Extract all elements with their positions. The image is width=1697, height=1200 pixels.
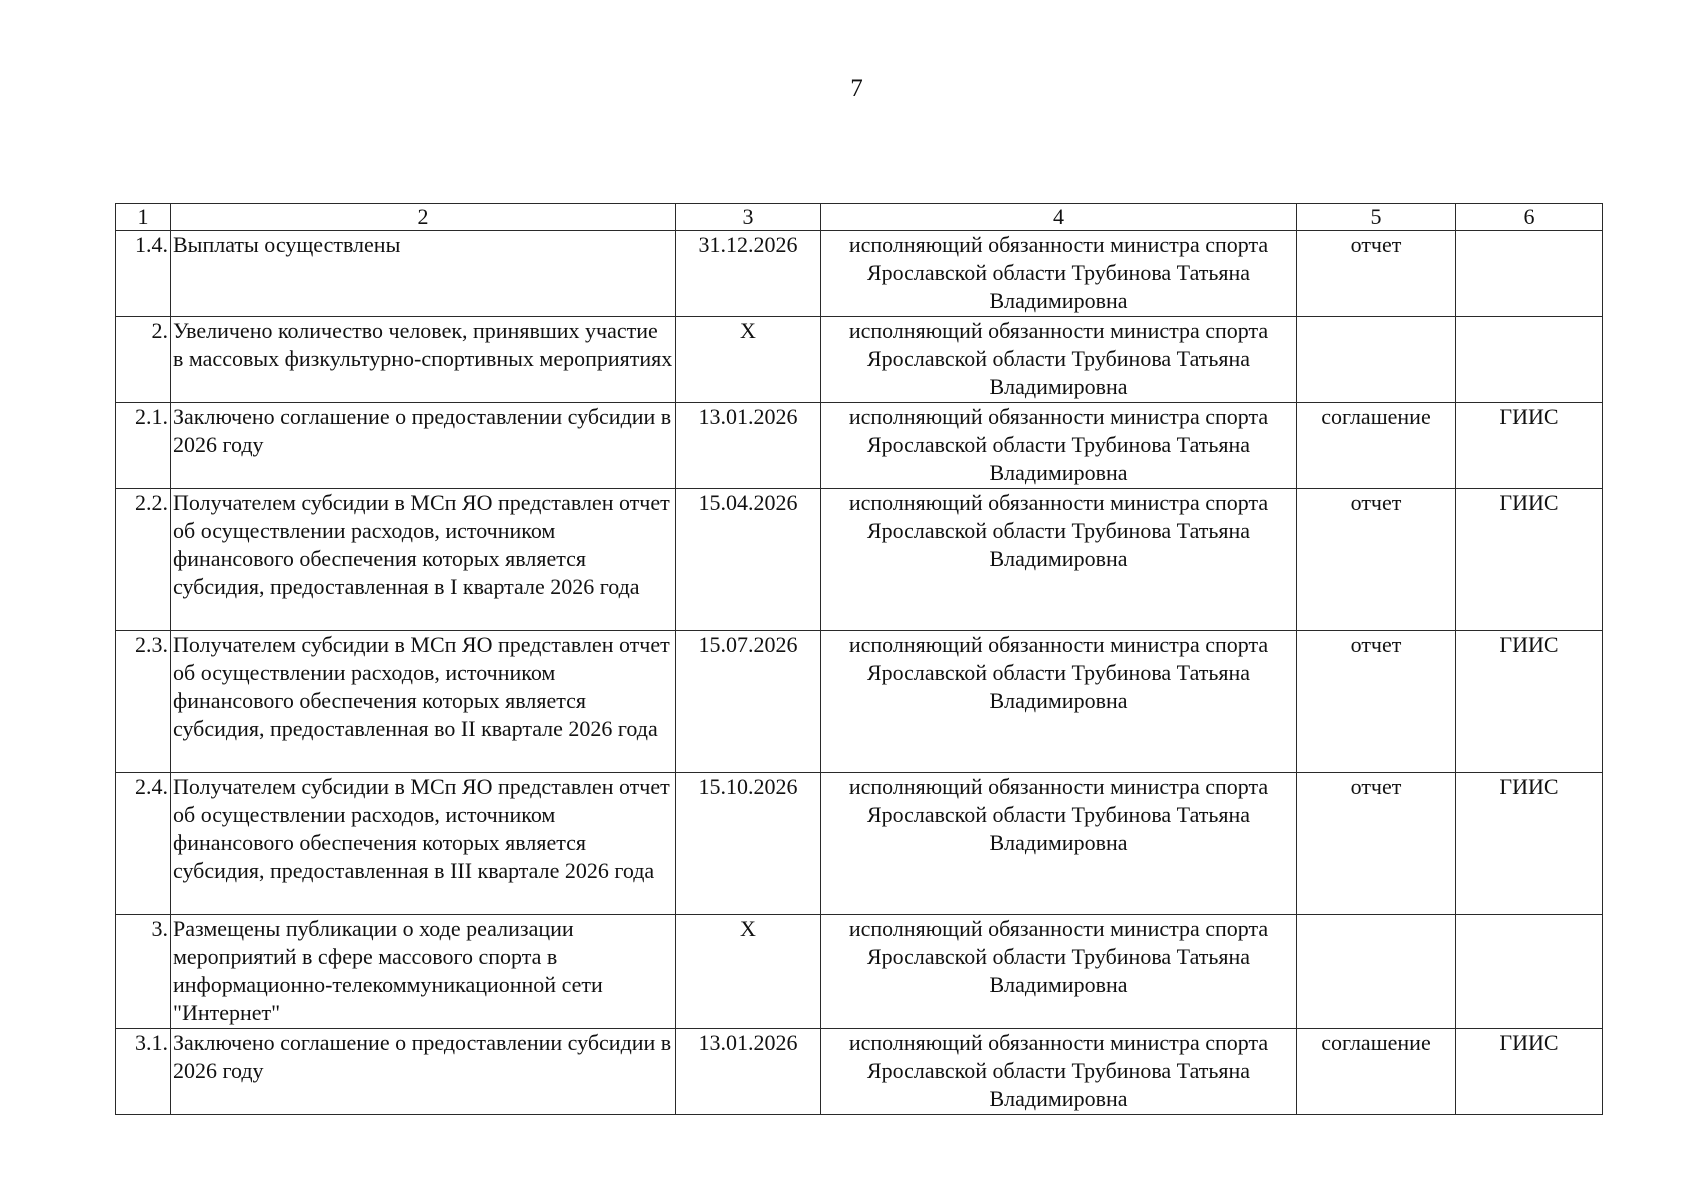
row-deadline: 15.10.2026 bbox=[676, 773, 821, 915]
row-document: отчет bbox=[1297, 773, 1456, 915]
column-header: 3 bbox=[676, 204, 821, 231]
row-description: Увеличено количество человек, принявших участие в массовых физкультурно-спортивных мероприятиях bbox=[171, 317, 676, 403]
row-system: ГИИС bbox=[1456, 1029, 1603, 1115]
page-number: 7 bbox=[850, 75, 863, 102]
row-number: 3.1. bbox=[116, 1029, 171, 1115]
row-deadline: X bbox=[676, 915, 821, 1029]
row-description: Получателем субсидии в МСп ЯО представлен отчет об осуществлении расходов, источником финансового обеспечения которых является субсидия, предоставленная во II квартале 2026 года bbox=[171, 631, 676, 773]
row-document bbox=[1297, 915, 1456, 1029]
row-responsible: исполняющий обязанности министра спорта Ярославской области Трубинова Татьяна Владимировна bbox=[821, 773, 1297, 915]
row-number: 2.1. bbox=[116, 403, 171, 489]
row-number: 3. bbox=[116, 915, 171, 1029]
column-header: 4 bbox=[821, 204, 1297, 231]
row-description: Получателем субсидии в МСп ЯО представлен отчет об осуществлении расходов, источником финансового обеспечения которых является субсидия, предоставленная в III квартале 2026 года bbox=[171, 773, 676, 915]
row-deadline: 15.07.2026 bbox=[676, 631, 821, 773]
row-system: ГИИС bbox=[1456, 403, 1603, 489]
row-responsible: исполняющий обязанности министра спорта Ярославской области Трубинова Татьяна Владимировна bbox=[821, 231, 1297, 317]
column-header: 5 bbox=[1297, 204, 1456, 231]
row-number: 2. bbox=[116, 317, 171, 403]
row-description: Получателем субсидии в МСп ЯО представлен отчет об осуществлении расходов, источником финансового обеспечения которых является субсидия, предоставленная в I квартале 2026 года bbox=[171, 489, 676, 631]
row-document bbox=[1297, 317, 1456, 403]
table-row bbox=[116, 403, 1603, 489]
row-responsible: исполняющий обязанности министра спорта Ярославской области Трубинова Татьяна Владимировна bbox=[821, 915, 1297, 1029]
row-description: Размещены публикации о ходе реализации мероприятий в сфере массового спорта в информационно-телекоммуникационной сети "Интернет" bbox=[171, 915, 676, 1029]
row-description: Заключено соглашение о предоставлении субсидии в 2026 году bbox=[171, 403, 676, 489]
column-header: 1 bbox=[116, 204, 171, 231]
row-responsible: исполняющий обязанности министра спорта Ярославской области Трубинова Татьяна Владимировна bbox=[821, 317, 1297, 403]
row-responsible: исполняющий обязанности министра спорта Ярославской области Трубинова Татьяна Владимировна bbox=[821, 631, 1297, 773]
column-header: 2 bbox=[171, 204, 676, 231]
table-row bbox=[116, 1029, 1603, 1115]
row-deadline: X bbox=[676, 317, 821, 403]
table-row bbox=[116, 489, 1603, 631]
row-responsible: исполняющий обязанности министра спорта Ярославской области Трубинова Татьяна Владимировна bbox=[821, 1029, 1297, 1115]
row-number: 2.3. bbox=[116, 631, 171, 773]
row-document: соглашение bbox=[1297, 1029, 1456, 1115]
row-description: Заключено соглашение о предоставлении субсидии в 2026 году bbox=[171, 1029, 676, 1115]
plan-table bbox=[115, 203, 1603, 1115]
row-system: ГИИС bbox=[1456, 489, 1603, 631]
row-responsible: исполняющий обязанности министра спорта Ярославской области Трубинова Татьяна Владимировна bbox=[821, 489, 1297, 631]
table-header-row bbox=[116, 204, 1603, 231]
table-row bbox=[116, 631, 1603, 773]
column-header: 6 bbox=[1456, 204, 1603, 231]
row-number: 1.4. bbox=[116, 231, 171, 317]
table-row bbox=[116, 317, 1603, 403]
row-document: отчет bbox=[1297, 489, 1456, 631]
row-document: соглашение bbox=[1297, 403, 1456, 489]
row-system bbox=[1456, 317, 1603, 403]
row-deadline: 31.12.2026 bbox=[676, 231, 821, 317]
row-number: 2.2. bbox=[116, 489, 171, 631]
table-row bbox=[116, 915, 1603, 1029]
row-system: ГИИС bbox=[1456, 773, 1603, 915]
row-description: Выплаты осуществлены bbox=[171, 231, 676, 317]
row-deadline: 13.01.2026 bbox=[676, 1029, 821, 1115]
row-deadline: 13.01.2026 bbox=[676, 403, 821, 489]
row-number: 2.4. bbox=[116, 773, 171, 915]
row-system bbox=[1456, 231, 1603, 317]
row-deadline: 15.04.2026 bbox=[676, 489, 821, 631]
table-row bbox=[116, 231, 1603, 317]
row-responsible: исполняющий обязанности министра спорта Ярославской области Трубинова Татьяна Владимировна bbox=[821, 403, 1297, 489]
row-system bbox=[1456, 915, 1603, 1029]
table-row bbox=[116, 773, 1603, 915]
row-document: отчет bbox=[1297, 231, 1456, 317]
row-document: отчет bbox=[1297, 631, 1456, 773]
row-system: ГИИС bbox=[1456, 631, 1603, 773]
